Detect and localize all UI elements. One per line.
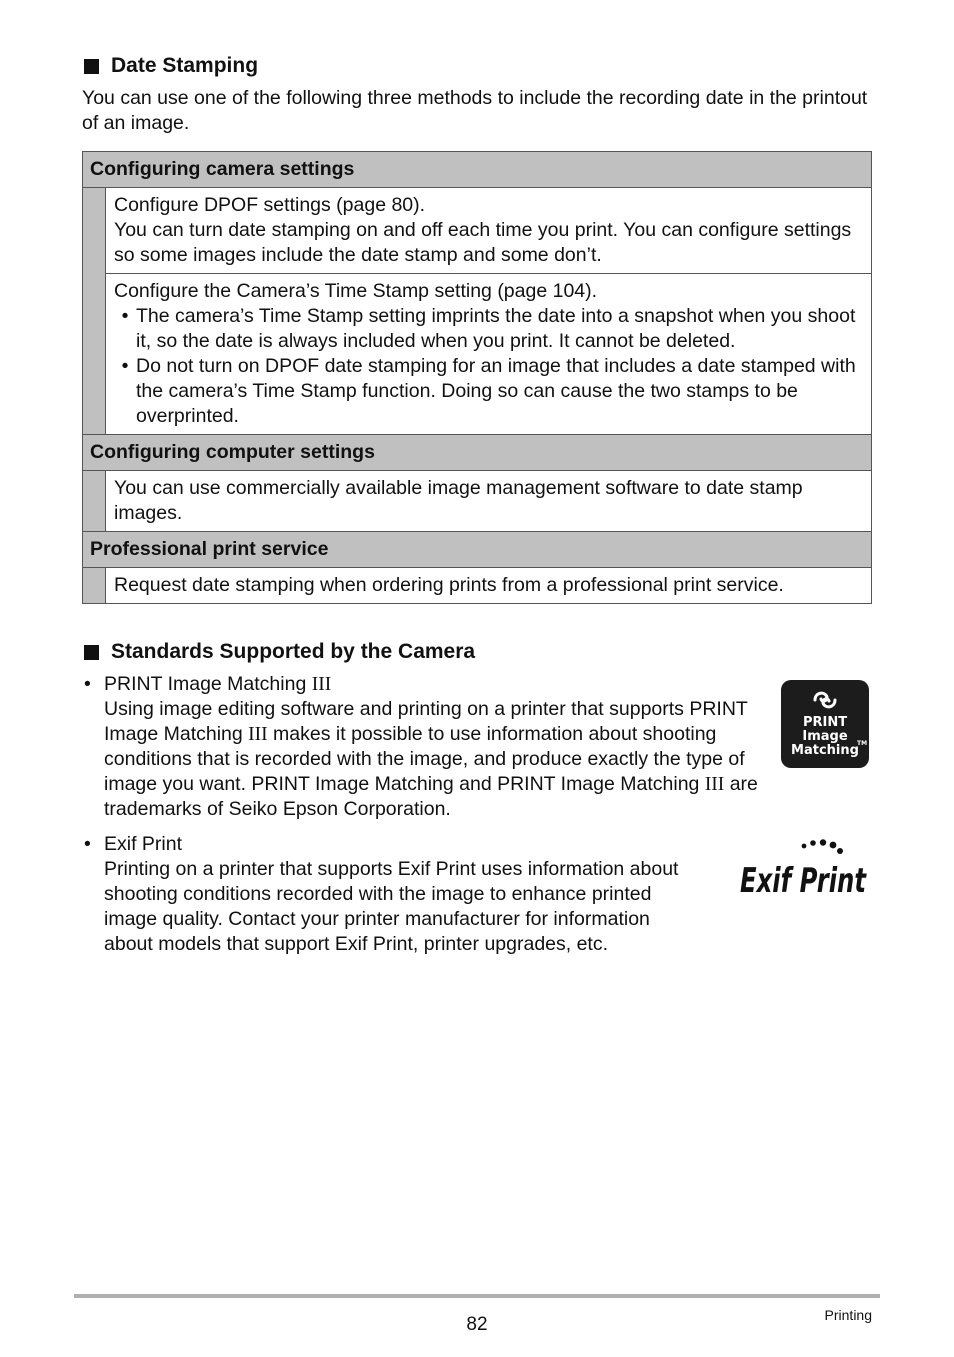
table-category-computer: Configuring computer settings bbox=[83, 435, 872, 471]
table-indent-cell bbox=[83, 471, 106, 532]
date-stamping-methods-table bbox=[82, 151, 872, 604]
trademark-mark: TM bbox=[857, 740, 868, 747]
chapter-label: Printing bbox=[824, 1307, 872, 1323]
section-heading-standards bbox=[84, 640, 475, 664]
cell-line: Configure the Camera’s Time Stamp setting (page 104). bbox=[114, 280, 598, 302]
black-square-icon bbox=[84, 645, 99, 660]
item-description bbox=[104, 697, 774, 822]
item-title-text: PRINT Image Matching bbox=[104, 673, 312, 695]
print-image-matching-logo bbox=[781, 680, 869, 768]
footer-rule bbox=[74, 1294, 880, 1298]
bullet-icon: • bbox=[84, 673, 91, 695]
bullet-text: Do not turn on DPOF date stamping for an image that includes a date stamped with the camera’s Time Stamp function. Doing so can cause the two stamps to be overprinted. bbox=[136, 355, 856, 427]
standard-item-pim bbox=[84, 672, 774, 822]
page-number: 82 bbox=[466, 1314, 488, 1335]
pim-logo-line: PRINT bbox=[802, 715, 848, 730]
item-title bbox=[104, 672, 331, 697]
pim-logo-line: Image bbox=[802, 729, 848, 744]
roman-numeral: III bbox=[704, 774, 725, 795]
roman-numeral: III bbox=[311, 674, 332, 695]
table-indent-cell bbox=[83, 188, 106, 435]
table-cell-computer: You can use commercially available image management software to date stamp images. bbox=[106, 471, 872, 532]
table-cell-dpof bbox=[106, 188, 872, 274]
roman-numeral: III bbox=[248, 724, 268, 745]
desc-text: makes it possible to use information about shooting conditions that is recorded with the image, and produce exactly the type of image you want. PRINT Image Matching and PRINT Image Matching bbox=[104, 723, 745, 795]
black-square-icon bbox=[84, 59, 99, 74]
exif-logo-text: Exif Print bbox=[740, 861, 868, 901]
section-title: Date Stamping bbox=[111, 54, 259, 77]
bullet-icon: • bbox=[121, 355, 129, 377]
bullet-item bbox=[114, 304, 864, 354]
section-heading-date-stamping bbox=[84, 54, 258, 78]
desc-text: Using image editing software and printing on a printer that supports PRINT Image Matching bbox=[104, 698, 748, 745]
table-category-camera: Configuring camera settings bbox=[83, 152, 872, 188]
table-indent-cell bbox=[83, 568, 106, 604]
table-cell-print-service: Request date stamping when ordering prints from a professional print service. bbox=[106, 568, 872, 604]
bullet-item bbox=[114, 354, 864, 429]
item-title: Exif Print bbox=[104, 833, 183, 855]
exif-print-logo bbox=[738, 838, 870, 901]
bullet-icon: • bbox=[84, 833, 91, 855]
pim-logo-line: Matching bbox=[791, 743, 859, 758]
cell-line: Configure DPOF settings (page 80). bbox=[114, 194, 426, 216]
table-cell-time-stamp bbox=[106, 274, 872, 435]
intro-paragraph: You can use one of the following three methods to include the recording date in the printout of an image. bbox=[82, 87, 868, 134]
section-title: Standards Supported by the Camera bbox=[111, 640, 476, 663]
cell-line: You can turn date stamping on and off each time you print. You can configure settings so some images include the date stamp and some don’t. bbox=[114, 219, 852, 266]
standard-item-exif bbox=[84, 832, 774, 957]
table-category-print-service: Professional print service bbox=[83, 532, 872, 568]
item-description: Printing on a printer that supports Exif Print uses information about shooting conditions recorded with the image to enhance printed image quality. Contact your printer manufacturer for information about models that support Exif Print, printer upgrades, etc. bbox=[104, 858, 679, 955]
bullet-text: The camera’s Time Stamp setting imprints the date into a snapshot when you shoot it, so the date is always included when you print. It cannot be deleted. bbox=[136, 305, 856, 352]
pim-swirl-icon bbox=[809, 688, 841, 712]
bullet-icon: • bbox=[121, 305, 129, 327]
desc-text: are trademarks of Seiko Epson Corporation. bbox=[104, 773, 758, 820]
